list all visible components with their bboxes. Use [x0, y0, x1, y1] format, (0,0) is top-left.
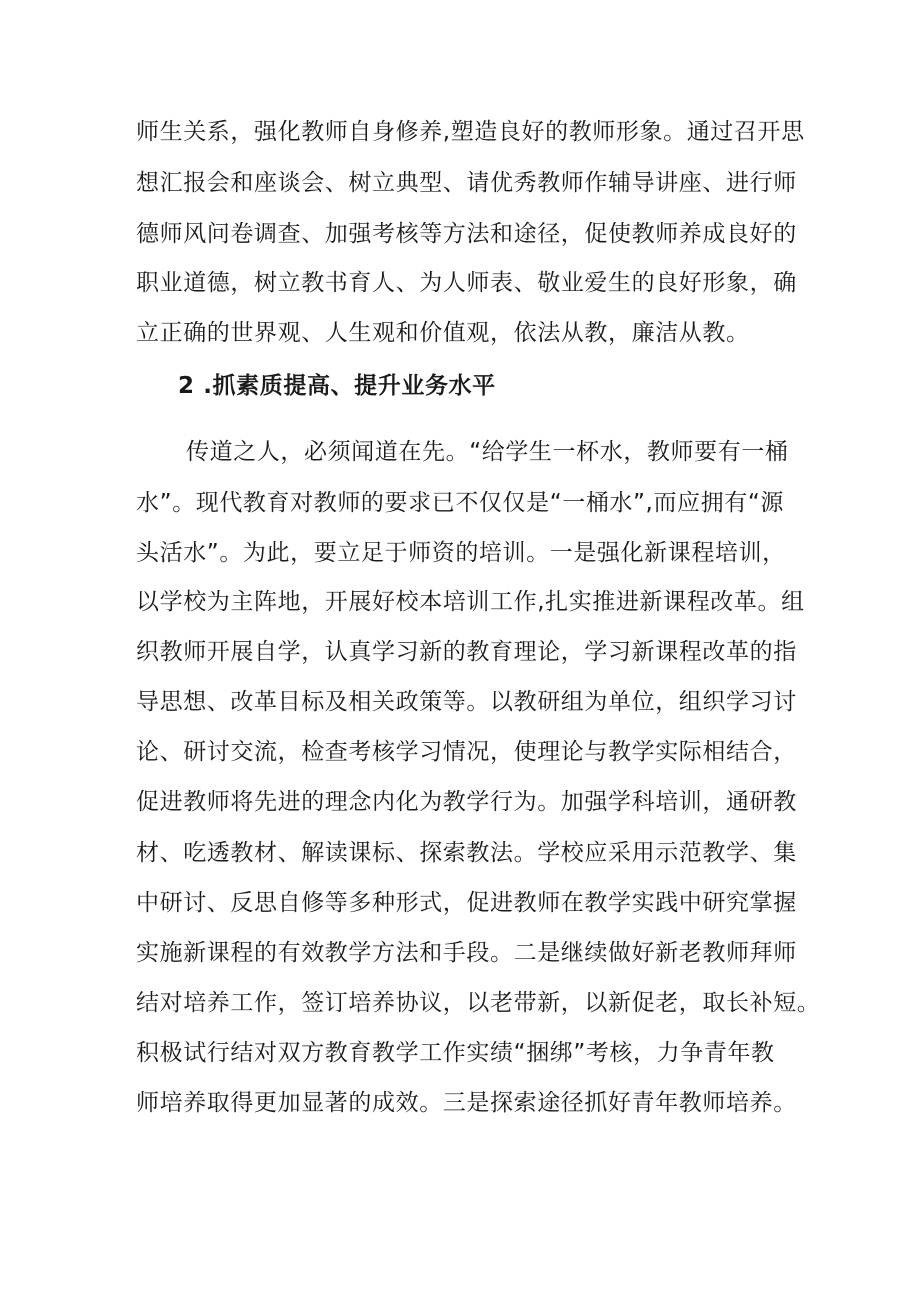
section-heading: 2 .抓素质提高、提升业务水平	[178, 373, 496, 399]
paragraph-2-line-6: 导思想、改革目标及相关政策等。以教研组为单位，组织学习讨	[136, 689, 797, 715]
paragraph-2-line-13: 积极试行结对双方教育教学工作实绩“捆绑”考核，力争青年教	[136, 1040, 775, 1066]
paragraph-2-line-5: 织教师开展自学，认真学习新的教育理论，学习新课程改革的指	[136, 639, 797, 665]
paragraph-2-line-9: 材、吃透教材、解读课标、探索教法。学校应采用示范教学、集	[136, 840, 797, 866]
paragraph-2-line-14: 师培养取得更加显著的成效。三是探索途径抓好青年教师培养。	[136, 1090, 797, 1116]
paragraph-2-line-1: 传道之人，必须闻道在先。“给学生一杯水，教师要有一桶	[186, 439, 789, 465]
paragraph-2-line-4: 以学校为主阵地，开展好校本培训工作,扎实推进新课程改革。组	[136, 589, 805, 615]
paragraph-2-line-8: 促进教师将先进的理念内化为教学行为。加强学科培训，通研教	[136, 789, 797, 815]
paragraph-2-line-3: 头活水”。为此，要立足于师资的培训。一是强化新课程培训，	[136, 540, 786, 566]
paragraph-1-line-2: 想汇报会和座谈会、树立典型、请优秀教师作辅导讲座、进行师	[136, 170, 797, 196]
paragraph-2-line-7: 论、研讨交流，检查考核学习情况，使理论与教学实际相结合，	[136, 739, 797, 765]
paragraph-2-line-2: 水”。现代教育对教师的要求已不仅仅是“一桶水”,而应拥有“源	[136, 490, 784, 516]
paragraph-2-line-12: 结对培养工作，签订培养协议，以老带新，以新促老，取长补短。	[136, 990, 821, 1016]
paragraph-1-line-5: 立正确的世界观、人生观和价值观，依法从教，廉洁从教。	[136, 320, 750, 346]
paragraph-1-line-4: 职业道德，树立教书育人、为人师表、敬业爱生的良好形象，确	[136, 270, 797, 296]
paragraph-1-line-3: 德师风问卷调查、加强考核等方法和途径，促使教师养成良好的	[136, 221, 797, 247]
paragraph-2-line-11: 实施新课程的有效教学方法和手段。二是继续做好新老教师拜师	[136, 940, 797, 966]
paragraph-1-line-1: 师生关系，强化教师自身修养,塑造良好的教师形象。通过召开思	[136, 119, 805, 145]
paragraph-2-line-10: 中研讨、反思自修等多种形式，促进教师在教学实践中研究掌握	[136, 890, 797, 916]
